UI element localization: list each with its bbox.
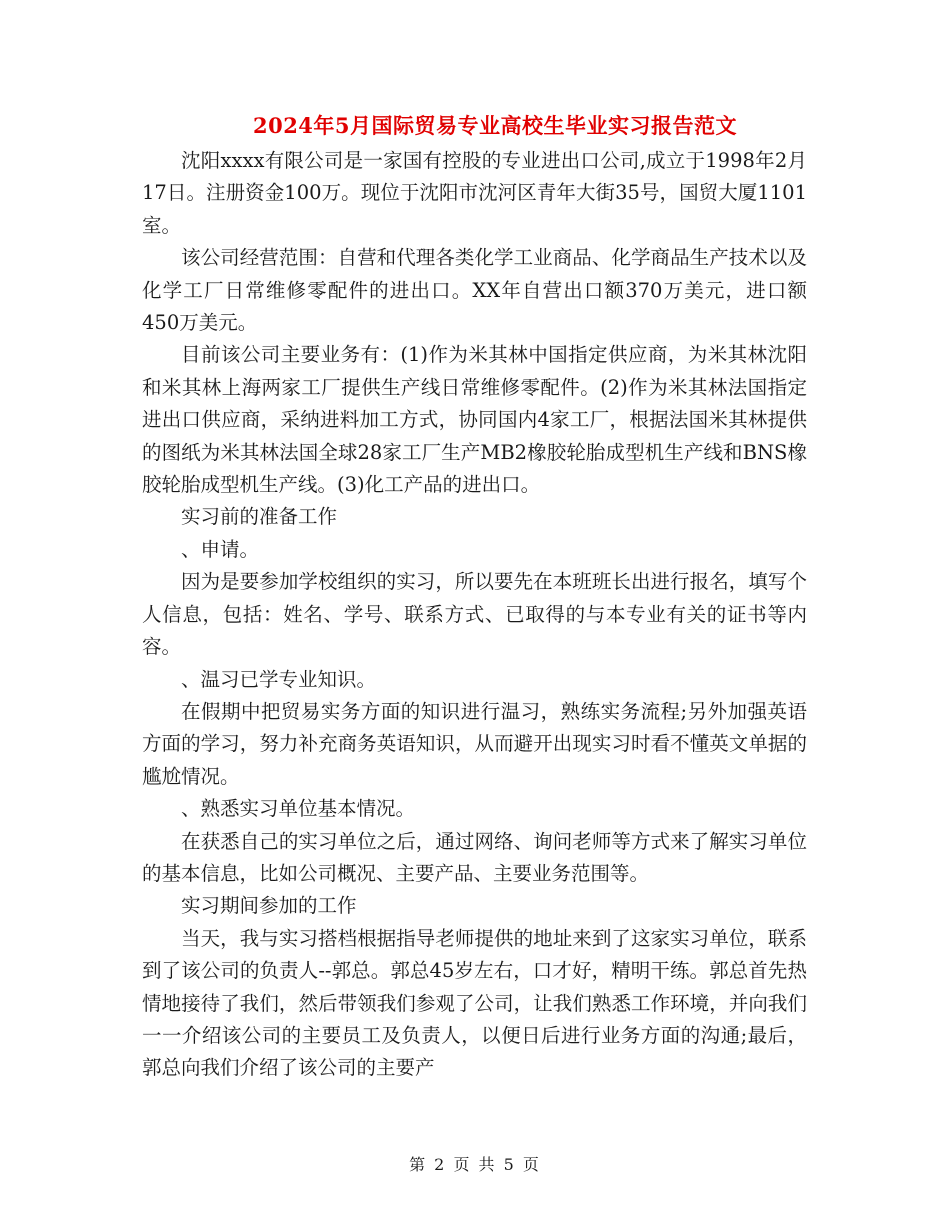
- document-body: [142, 145, 807, 1085]
- paragraph-familiarize: 在获悉自己的实习单位之后，通过网络、询问老师等方式来了解实习单位的基本信息，比如公司概况、主要产品、主要业务范围等。: [142, 829, 807, 885]
- paragraph-first-day: 当天，我与实习搭档根据指导老师提供的地址来到了这家实习单位，联系到了该公司的负责人--郭总。郭总45岁左右，口才好，精明干练。郭总首先热情地接待了我们，然后带领我们参观了公司，让我们熟悉工作环境，并向我们一一介绍该公司的主要员工及负责人，以便日后进行业务方面的沟通;最后，郭总向我们介绍了该公司的主要产: [142, 926, 807, 1080]
- paragraph-application: 因为是要参加学校组织的实习，所以要先在本班班长出进行报名，填写个人信息，包括：姓名、学号、联系方式、已取得的与本专业有关的证书等内容。: [142, 570, 807, 659]
- paragraph-business-scope: 该公司经营范围：自营和代理各类化学工业商品、化学商品生产技术以及化学工厂日常维修零配件的进出口。XX年自营出口额370万美元，进口额450万美元。: [142, 246, 807, 335]
- section-heading-preparation: 实习前的准备工作: [181, 505, 338, 529]
- page-footer: 第 2 页 共 5 页: [409, 1155, 541, 1174]
- document-title: 2024年5月国际贸易专业高校生毕业实习报告范文: [252, 113, 738, 138]
- paragraph-main-business: 目前该公司主要业务有：(1)作为米其林中国指定供应商，为米其林沈阳和米其林上海两家工厂提供生产线日常维修零配件。(2)作为米其林法国指定进出口供应商，采纳进料加工方式，协同国内4家工厂，根据法国米其林提供的图纸为米其林法国全球28家工厂生产MB2橡胶轮胎成型机生产线和BNS橡胶轮胎成型机生产线。(3)化工产品的进出口。: [142, 343, 807, 497]
- paragraph-company-intro: 沈阳xxxx有限公司是一家国有控股的专业进出口公司,成立于1998年2月17日。注册资金100万。现位于沈阳市沈河区青年大街35号，国贸大厦1101室。: [142, 149, 807, 237]
- subheading-review: 、温习已学专业知识。: [181, 667, 377, 691]
- subheading-familiarize: 、熟悉实习单位基本情况。: [181, 797, 416, 821]
- subheading-application: 、申请。: [181, 537, 260, 561]
- section-heading-work: 实习期间参加的工作: [181, 894, 357, 918]
- paragraph-review: 在假期中把贸易实务方面的知识进行温习，熟练实务流程;另外加强英语方面的学习，努力补充商务英语知识，从而避开出现实习时看不懂英文单据的尴尬情况。: [142, 699, 807, 788]
